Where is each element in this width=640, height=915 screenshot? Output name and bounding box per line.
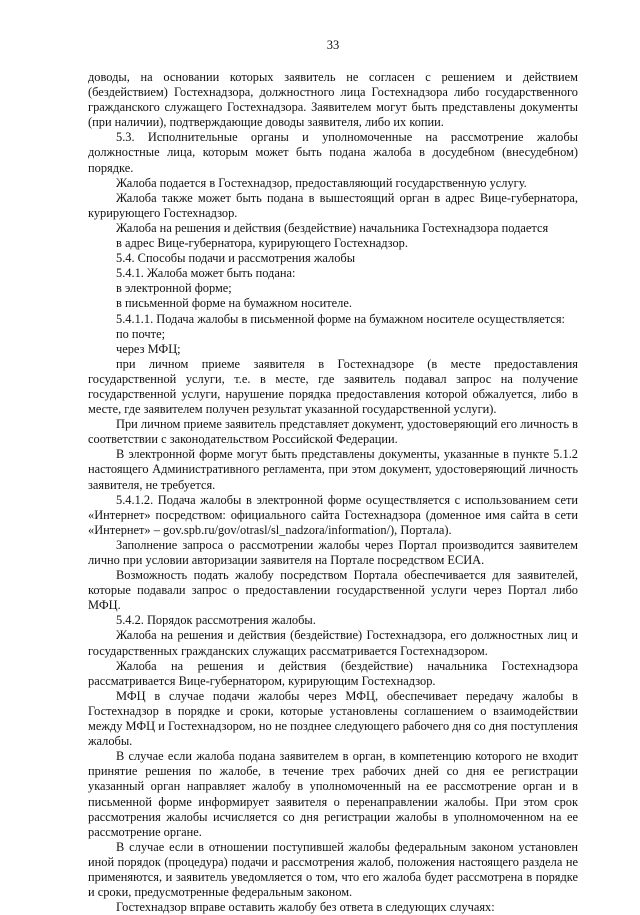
paragraph: Жалоба на решения и действия (бездействие) Гостехнадзора, его должностных лиц и государственных гражданских служащих рассматривается Гостехнадзором.: [88, 628, 578, 658]
paragraph: 5.4. Способы подачи и рассмотрения жалобы: [116, 251, 356, 266]
paragraph: 5.3. Исполнительные органы и уполномоченные на рассмотрение жалобы должностные лица, которым может быть подана жалоба в досудебном (внесудебном) порядке.: [88, 130, 578, 175]
paragraph: через МФЦ;: [116, 341, 181, 356]
paragraph: 5.4.1.2. Подача жалобы в электронной форме осуществляется с использованием сети «Интернет» посредством: официального сайта Гостехнадзора (доменное имя сайта в сети «Интернет» – gov.spb.ru/gov/otrasl/sl_nadzora/information/), Портала).: [88, 492, 578, 537]
paragraph: В случае если в отношении поступившей жалобы федеральным законом установлен иной порядок (процедура) подачи и рассмотрения жалоб, положения настоящего раздела не применяются, и заявитель уведомляется о том, что его жалоба будет рассмотрена в порядке и сроки, предусмотренные федеральным законом.: [88, 839, 578, 900]
paragraph: Возможность подать жалобу посредством Портала обеспечивается для заявителей, которые подавали запрос о предоставлении государственной услуги через Портал либо МФЦ.: [88, 568, 578, 613]
paragraph: в адрес Вице-губернатора, курирующего Гостехнадзор.: [116, 236, 408, 251]
paragraph: при личном приеме заявителя в Гостехнадзоре (в месте предоставления государственной услуги, т.е. в месте, где заявитель подавал запрос на получение государственной услуги, нарушение порядка предоставления которой обжалуется, либо в месте, где заявителем получен результат указанной государственной услуги).: [88, 356, 578, 417]
paragraph: доводы, на основании которых заявитель не согласен с решением и действием (бездействием) Гостехнадзора, должностного лица Гостехнадзора либо государственного гражданского служащего Гостехнадзора. Заявителем могут быть представлены документы (при наличии), подтверждающие доводы заявителя, либо их копии.: [88, 70, 578, 130]
paragraph: При личном приеме заявитель представляет документ, удостоверяющий его личность в соответствии с законодательством Российской Федерации.: [88, 417, 578, 447]
paragraph: В электронной форме могут быть представлены документы, указанные в пункте 5.1.2 настоящего Административного регламента, при этом документ, удостоверяющий личность заявителя, не требуется.: [88, 447, 578, 492]
paragraph: В случае если жалоба подана заявителем в орган, в компетенцию которого не входит принятие решения по жалобе, в течение трех рабочих дней со дня ее регистрации указанный орган направляет жалобу в уполномоченный на ее рассмотрение орган и в письменной форме информирует заявителя о перенаправлении жалобы. При этом срок рассмотрения жалобы исчисляется со дня регистрации жалобы в уполномоченном на ее рассмотрение органе.: [88, 749, 578, 839]
paragraph: 5.4.1.1. Подача жалобы в письменной форме на бумажном носителе осуществляется:: [116, 311, 565, 326]
paragraph: Гостехнадзор вправе оставить жалобу без ответа в следующих случаях:: [116, 900, 495, 915]
paragraph: в электронной форме;: [116, 281, 232, 296]
document-body: [88, 70, 578, 915]
paragraph: Заполнение запроса о рассмотрении жалобы через Портал производится заявителем лично при условии авторизации заявителя на Портале посредством ЕСИА.: [88, 537, 578, 567]
paragraph: 5.4.1. Жалоба может быть подана:: [116, 266, 296, 281]
paragraph: Жалоба подается в Гостехнадзор, предоставляющий государственную услугу.: [116, 175, 527, 190]
paragraph: Жалоба также может быть подана в вышестоящий орган в адрес Вице-губернатора, курирующего Гостехнадзор.: [88, 190, 578, 220]
paragraph: по почте;: [116, 326, 166, 341]
paragraph: 5.4.2. Порядок рассмотрения жалобы.: [116, 613, 316, 628]
page-number: 33: [326, 38, 340, 52]
paragraph: в письменной форме на бумажном носителе.: [116, 296, 352, 311]
paragraph: Жалоба на решения и действия (бездействие) начальника Гостехнадзора рассматривается Вице-губернатором, курирующим Гостехнадзор.: [88, 658, 578, 688]
paragraph: МФЦ в случае подачи жалобы через МФЦ, обеспечивает передачу жалобы в Гостехнадзор в порядке и сроки, которые установлены соглашением о взаимодействии между МФЦ и Гостехнадзором, но не позднее следующего рабочего дня со дня поступления жалобы.: [88, 688, 578, 749]
paragraph: Жалоба на решения и действия (бездействие) начальника Гостехнадзора подается: [116, 220, 549, 235]
